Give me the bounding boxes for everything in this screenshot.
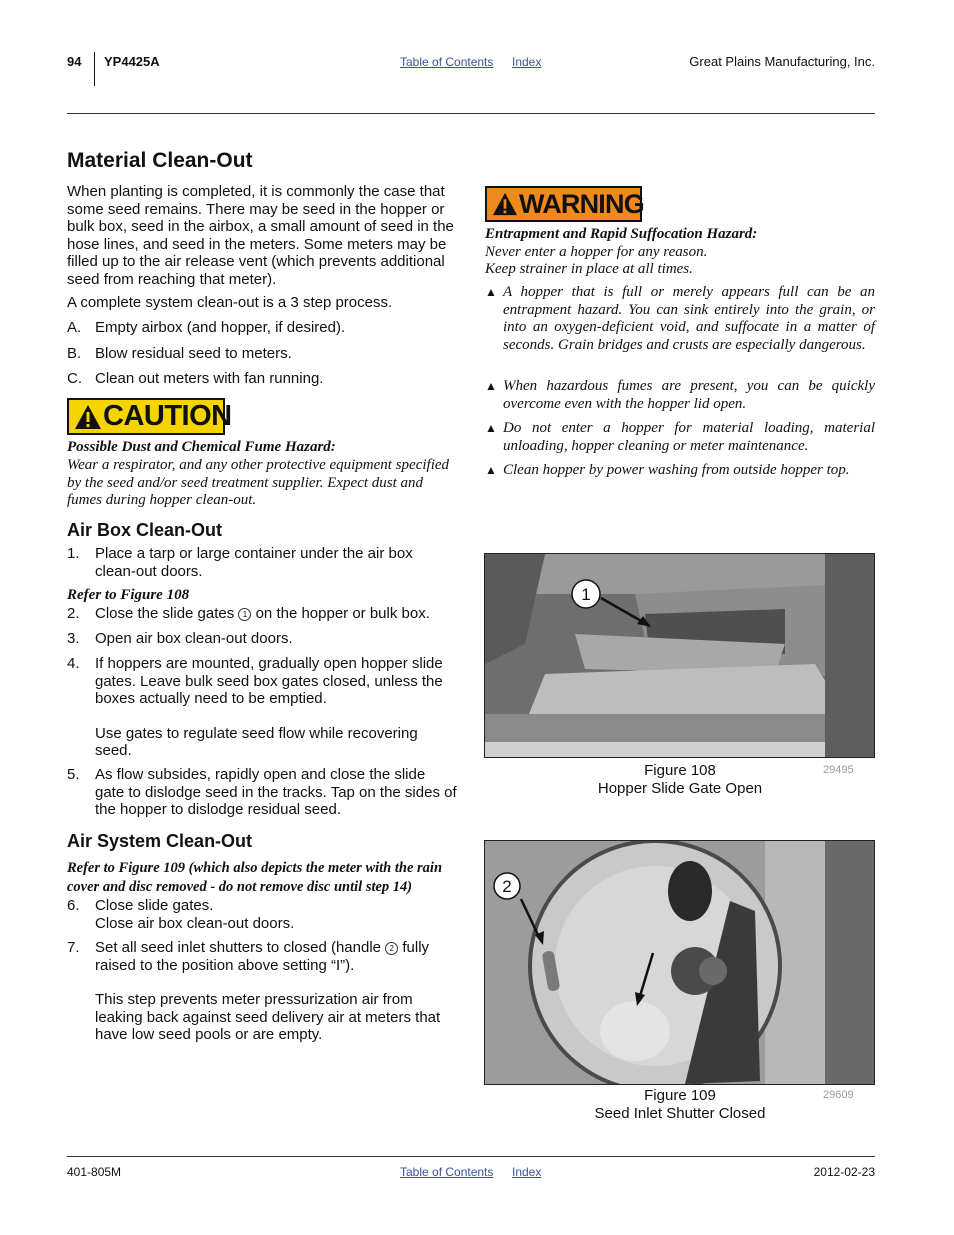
figure-109-callout: 2 [502,877,512,896]
airbox-step-4 [67,655,457,760]
triangle-bullet-icon: ▲ [485,379,497,393]
doc-number: 401-805M [67,1165,122,1179]
step-letter: B. [67,345,82,362]
step-number: 7. [67,939,80,956]
caution-badge [67,398,232,435]
warning-bullet [485,420,875,455]
step-text: As flow subsides, rapidly open and close the slide gate to dislodge seed in the tracks. Tap on the sides of the hopper to dislodge residual seed. [95,766,457,818]
step-number: 3. [67,630,80,647]
step-number: 5. [67,766,80,783]
step-text-part: fully raised to the position above setting “I”). [95,939,430,974]
figure-109-caption: Seed Inlet Shutter Closed [594,1105,766,1122]
airbox-step-5 [67,766,457,819]
warning-bullet-text: When hazardous fumes are present, you can be quickly overcome even with the hopper lid open. [503,378,875,412]
step-note: Use gates to regulate seed flow while recovering seed. [95,724,418,759]
warning-bullet-text: Clean hopper by power washing from outside hopper top. [503,462,850,478]
step-letter: A. [67,319,82,336]
figure-108-callout: 1 [581,585,591,604]
step-number: 4. [67,655,80,672]
header-toc-link[interactable]: Table of Contents [400,55,494,69]
warning-heading: Entrapment and Rapid Suffocation Hazard: [485,226,758,242]
airbox-step-3 [67,630,457,648]
step-text: Blow residual seed to meters. [95,345,292,362]
airsystem-refer: Refer to Figure 109 (which also depicts the meter with the rain cover and disc removed - do not remove disc until step 14) [67,860,443,895]
intro-paragraph: When planting is completed, it is commonly the case that some seed remains. There may be seed in the hopper or bulk box, seed in the airbox, a small amount of seed in the hose lines, and seed in the meters. Some meters may be filled up to the air release vent (which prevents additional seed from reaching that meter). [67,183,454,288]
doc-date: 2012-02-23 [813,1165,875,1179]
warning-line-1: Never enter a hopper for any reason. [485,244,708,260]
step-text: Clean out meters with fan running. [95,370,324,387]
warning-line-2: Keep strainer in place at all times. [485,261,693,277]
airbox-step-1 [67,545,457,580]
footer-rule [67,1156,875,1157]
header-index-link[interactable]: Index [512,55,542,69]
hopper-slide-gate-illustration [485,554,874,757]
section-title: Material Clean-Out [67,149,253,172]
figure-109-number: 29609 [823,1089,854,1101]
airbox-title: Air Box Clean-Out [67,520,223,540]
figure-109-label: Figure 109 [644,1087,716,1104]
caution-body: Wear a respirator, and any other protective equipment specified by the seed and/or seed treatment supplier. Expect dust and fumes during hopper clean-out. [67,457,450,508]
figure-108-caption: Hopper Slide Gate Open [597,780,763,797]
step-letter: C. [67,370,82,387]
callout-2: 2 [385,942,398,955]
step-note: This step prevents meter pressurization air from leaking back against seed delivery air at meters that have low seed pools or are empty. [95,991,441,1043]
warning-bullet-text: Do not enter a hopper for material loading, material unloading, hopper cleaning or meter maintenance. [503,420,875,454]
model-name: YP4425A [104,54,160,69]
header-divider [94,52,95,86]
step-text-part: Set all seed inlet shutters to closed (handle [95,939,382,956]
step-text: Place a tarp or large container under the air box clean-out doors. [95,545,413,580]
step-number: 1. [67,545,80,562]
step-b [67,345,457,363]
warning-bullet [485,378,875,413]
figure-108-number: 29495 [823,764,854,776]
step-text [95,605,457,623]
step-text: Empty airbox (and hopper, if desired). [95,319,346,336]
step-text: Open air box clean-out doors. [95,630,293,647]
figure-109-photo [484,840,875,1085]
step-number: 6. [67,897,80,914]
triangle-bullet-icon: ▲ [485,285,497,299]
page-number: 94 [67,54,82,69]
figure-108-photo [484,553,875,758]
steps-intro: A complete system clean-out is a 3 step process. [67,294,393,311]
step-text [95,939,457,974]
step-number: 2. [67,605,80,622]
warning-bullet [485,462,875,480]
airsystem-title: Air System Clean-Out [67,831,253,851]
alert-triangle-icon [73,403,103,431]
footer-toc-link[interactable]: Table of Contents [400,1165,494,1179]
header-rule [67,113,875,114]
figure-108-label: Figure 108 [644,762,716,779]
seed-inlet-shutter-illustration [485,841,874,1084]
step-text-part: on the hopper or bulk box. [255,605,430,622]
warning-label: WARNING [519,188,644,219]
caution-label: CAUTION [103,400,232,432]
airbox-refer: Refer to Figure 108 [67,587,190,603]
triangle-bullet-icon: ▲ [485,421,497,435]
alert-triangle-icon [491,191,519,217]
company-name: Great Plains Manufacturing, Inc. [689,54,875,69]
warning-bullet-text: A hopper that is full or merely appears full can be an entrapment hazard. You can sink entirely into the grain, or into an oxygen-deficient void, and suffocate in a matter of seconds. Grain bridges and crusts are especially dangerous. [503,284,875,353]
airbox-step-2 [67,605,457,623]
callout-1: 1 [238,608,251,621]
footer-index-link[interactable]: Index [512,1165,542,1179]
triangle-bullet-icon: ▲ [485,463,497,477]
warning-badge [485,186,642,222]
step-c [67,370,457,388]
step-text-part: Close the slide gates [95,605,235,622]
caution-heading: Possible Dust and Chemical Fume Hazard: [67,439,336,455]
step-text: Close slide gates. [95,897,214,914]
step-a [67,319,457,337]
airsystem-step-7 [67,939,457,1044]
airsystem-step-6 [67,897,457,932]
step-text: Close air box clean-out doors. [95,914,295,932]
warning-bullet [485,284,875,354]
step-text: If hoppers are mounted, gradually open hopper slide gates. Leave bulk seed box gates closed, unless the boxes actually need to be emptied. [95,655,443,707]
